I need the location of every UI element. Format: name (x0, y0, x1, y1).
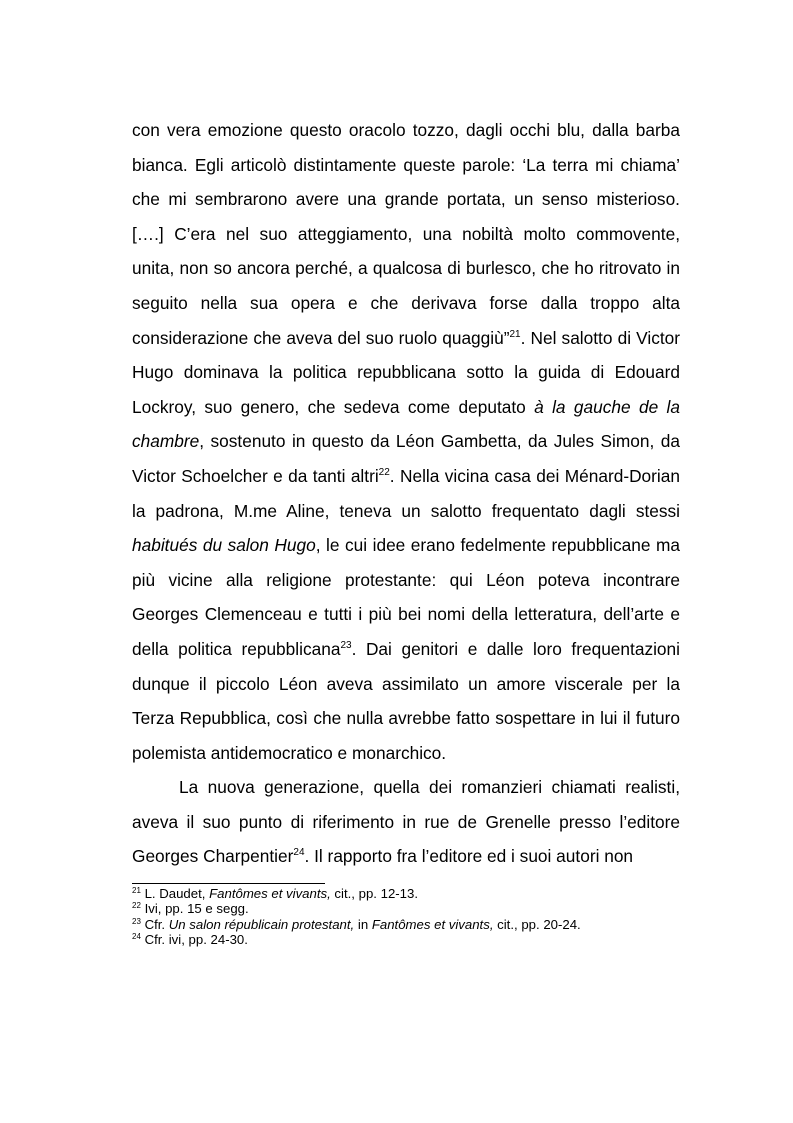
paragraph-1-text-4: . Nella vicina casa dei Ménard-Dorian la padrona, M.me Aline, teneva un salotto frequentato dagli stessi (132, 465, 680, 521)
paragraph-1-text-5: , le cui idee erano fedelmente repubblicane ma più vicine alla religione protestante: qui Léon poteva incontrare Georges Clemenceau e tutti i più bei nomi della letteratura, dell’arte e della politica repubblicana (132, 535, 681, 659)
footnote-21-pre: L. Daudet, (140, 886, 210, 901)
footnote-21-number: 21 (132, 886, 141, 895)
footnote-23-post: cit., pp. 20-24. (493, 916, 581, 932)
paragraph-1-text-6: . Dai genitori e dalle loro frequentazioni dunque il piccolo Léon aveva assimilato un amore viscerale per la Terza Repubblica, così che nulla avrebbe fatto sospettare in lui il futuro polemista antidemocratico e monarchico. (132, 638, 680, 763)
paragraph-1-text-3: , sostenuto in questo da Léon Gambetta, da Jules Simon, da Victor Schoelcher e da tanti altri (132, 431, 680, 486)
footnote-22-text: Ivi, pp. 15 e segg. (140, 901, 249, 917)
footnote-23-italic-1: Un salon républicain protestant, (168, 916, 355, 932)
body-text (132, 113, 680, 874)
paragraph-2 (132, 770, 680, 874)
footnote-23-pre: Cfr. (140, 916, 169, 932)
paragraph-1-text-1: con vera emozione questo oracolo tozzo, dagli occhi blu, dalla barba bianca. Egli articolò distintamente queste parole: ‘La terra mi chiama’ che mi sembrarono avere una grande portata, un senso misterioso. [….] C’era nel suo atteggiamento, una nobiltà molto commovente, unita, non so ancora perché, a qualcosa di burlesco, che ho ritrovato in seguito nella sua opera e che derivava forse dalla troppo alta considerazione che aveva del suo ruolo quaggiù” (132, 120, 680, 348)
footnote-22 (132, 901, 692, 916)
paragraph-1-italic-1: à la gauche de la chambre (132, 396, 680, 452)
footnotes (132, 886, 692, 947)
footnote-24-text: Cfr. ivi, pp. 24-30. (140, 931, 248, 947)
paragraph-1 (132, 113, 680, 770)
footnote-21 (132, 886, 692, 901)
footnote-ref-21: 21 (509, 328, 521, 340)
footnote-21-italic: Fantômes et vivants, (209, 886, 331, 901)
footnote-23-mid: in (354, 916, 372, 932)
footnote-23 (132, 917, 692, 932)
footnote-22-number: 22 (132, 901, 141, 911)
footnote-23-number: 23 (132, 916, 141, 926)
paragraph-1-text-2: . Nel salotto di Victor Hugo dominava la politica repubblicana sotto la guida di Edouard Lockroy, suo genero, che sedeva come deputato (132, 327, 680, 417)
paragraph-2-text-2: . Il rapporto fra l’editore ed i suoi autori non (304, 846, 634, 867)
footnote-24 (132, 932, 692, 947)
footnote-23-italic-2: Fantômes et vivants, (371, 916, 494, 932)
footnote-separator (132, 883, 325, 884)
footnote-ref-23: 23 (340, 639, 352, 651)
paragraph-1-italic-2: habitués du salon Hugo (132, 535, 316, 556)
paragraph-2-text-1: La nuova generazione, quella dei romanzieri chiamati realisti, aveva il suo punto di riferimento in rue de Grenelle presso l’editore Georges Charpentier (132, 777, 680, 867)
footnote-ref-24: 24 (293, 847, 305, 859)
footnote-24-number: 24 (132, 931, 141, 941)
footnote-ref-22: 22 (378, 466, 390, 478)
footnote-21-post: cit., pp. 12-13. (330, 886, 418, 901)
